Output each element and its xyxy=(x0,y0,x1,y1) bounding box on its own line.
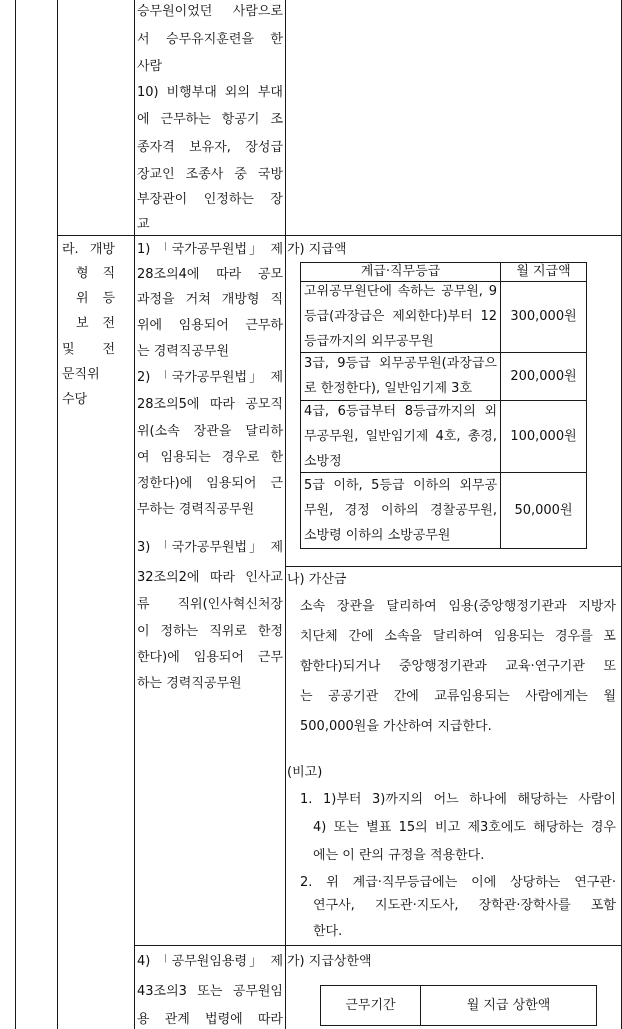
eligibility-line: 하는 경력직공무원 xyxy=(137,676,242,691)
eligibility-line: 류 직위(인사혁신처장 xyxy=(137,597,283,612)
grade-line: 3급, 9등급 외무공무원(과장급으 xyxy=(304,356,497,371)
eligibility-line: 정한다)에 임용되어 근 xyxy=(137,476,283,491)
table-row xyxy=(301,473,587,549)
grade-cell xyxy=(301,282,501,353)
remarks-line: 연구사, 지도관·지도사, 장학관·장학사를 포함 xyxy=(313,898,616,913)
eligibility-line: 여 임용되는 경우로 한 xyxy=(137,450,283,465)
remarks-line: 2. 위 계급·직무등급에는 이에 상당하는 연구관· xyxy=(300,875,616,890)
remarks-line: 1. 1)부터 3)까지의 어느 하나에 해당하는 사람이 xyxy=(300,792,616,807)
bonus-text-line: 함한다)되거나 중앙행정기관과 교육·연구기관 또 xyxy=(300,659,616,674)
eligibility-line: 3) 「국가공무원법」 제 xyxy=(137,540,283,555)
cap-table xyxy=(320,985,597,1026)
eligibility-line: 무하는 경력직공무원 xyxy=(137,502,255,517)
table-row xyxy=(301,401,587,473)
bonus-heading: 나) 가산금 xyxy=(287,572,347,587)
table-border-vertical xyxy=(285,0,286,1029)
grade-line: 등급까지의 외무공무원 xyxy=(304,334,434,349)
grade-line: 무공무원, 일반임기제 4호, 총경, xyxy=(304,428,497,444)
eligibility-line: 용 관계 법령에 따라 xyxy=(137,1012,283,1027)
eligibility-line: 이 정하는 직위로 한정 xyxy=(137,624,283,639)
remarks-line: 한다. xyxy=(313,924,343,939)
eligibility-line: 사람 xyxy=(137,59,163,74)
grade-cell xyxy=(301,473,501,549)
eligibility-line: 10) 비행부대 외의 부대 xyxy=(137,85,283,100)
grade-amount-table xyxy=(300,262,587,549)
grade-table-header-row xyxy=(301,263,587,282)
grade-cell xyxy=(301,353,501,401)
eligibility-line: 위에 임용되어 근무하 xyxy=(137,318,283,333)
payment-heading: 가) 지급액 xyxy=(287,242,347,257)
eligibility-line: 교 xyxy=(137,217,150,232)
table-border-horizontal xyxy=(134,945,622,946)
category-line: 보 전 xyxy=(76,316,115,331)
grade-line: 등급(과장급은 제외한다)부터 12 xyxy=(304,309,497,324)
category-line: 문직위 xyxy=(62,367,100,382)
eligibility-line: 에 근무하는 항공기 조 xyxy=(137,112,283,127)
grade-line: 소방령 이하의 소방공무원 xyxy=(304,527,451,543)
bonus-text-line: 500,000원을 가산하여 지급한다. xyxy=(300,719,492,734)
category-line: 형 직 xyxy=(76,266,115,281)
period-column-header: 근무기간 xyxy=(321,986,421,1026)
eligibility-line: 32조의2에 따라 인사교 xyxy=(137,570,283,585)
eligibility-line: 서 승무유지훈련을 한 xyxy=(137,32,283,47)
amount-cell: 200,000원 xyxy=(501,353,587,401)
remarks-heading: (비고) xyxy=(287,765,323,780)
amount-cell: 300,000원 xyxy=(501,282,587,353)
eligibility-line: 4) 「공무원임용령」 제 xyxy=(137,954,283,969)
grade-line: 고위공무원단에 속하는 공무원, 9 xyxy=(304,284,497,299)
cap-heading: 가) 지급상한액 xyxy=(287,954,372,969)
category-line: 및 전 xyxy=(62,342,115,357)
cap-amount-column-header: 월 지급 상한액 xyxy=(421,986,597,1026)
eligibility-line: 2) 「국가공무원법」 제 xyxy=(137,370,283,385)
bonus-text-line: 소속 장관을 달리하여 임용(중앙행정기관과 지방자 xyxy=(300,599,616,614)
grade-column-header: 계급·직무등급 xyxy=(301,263,501,282)
eligibility-line: 1) 「국가공무원법」 제 xyxy=(137,242,283,257)
eligibility-line: 부장관이 인정하는 장 xyxy=(137,192,283,207)
eligibility-line: 장교인 조종사 중 국방 xyxy=(137,167,283,182)
amount-cell: 50,000원 xyxy=(501,473,587,549)
eligibility-line: 28조의5에 따라 공모직 xyxy=(137,397,283,412)
table-border-vertical xyxy=(15,0,16,1029)
grade-line: 소방정 xyxy=(304,453,342,469)
eligibility-line: 는 경력직공무원 xyxy=(137,344,230,359)
category-line: 위 등 xyxy=(76,291,115,306)
table-border-horizontal xyxy=(285,566,622,567)
bonus-text-line: 는 공공기관 간에 교류임용되는 사람에게는 월 xyxy=(300,689,616,704)
table-border-horizontal xyxy=(57,235,622,236)
remarks-line: 4) 또는 별표 15의 비고 제3호에도 해당하는 경우 xyxy=(313,820,616,835)
bonus-text-line: 치단체 간에 소속을 달리하여 임용되는 경우를 포 xyxy=(300,629,616,644)
eligibility-line: 승무원이었던 사람으로 xyxy=(137,4,283,19)
table-border-vertical xyxy=(57,0,58,1029)
eligibility-line: 과정을 거쳐 개방형 직 xyxy=(137,292,283,307)
table-row xyxy=(301,353,587,401)
eligibility-line: 위(소속 장관을 달리하 xyxy=(137,424,283,439)
grade-line: 무원, 경정 이하의 경찰공무원, xyxy=(304,502,497,518)
table-border-vertical xyxy=(134,0,135,1029)
eligibility-line: 43조의3 또는 공무원임 xyxy=(137,984,283,999)
eligibility-line: 한다)에 임용되어 근무 xyxy=(137,650,283,665)
table-row xyxy=(301,282,587,353)
eligibility-line: 종자격 보유자, 장성급 xyxy=(137,140,283,155)
eligibility-line: 28조의4에 따라 공모 xyxy=(137,267,283,282)
remarks-line: 에는 이 란의 규정을 적용한다. xyxy=(313,848,485,863)
category-line: 수당 xyxy=(62,392,88,407)
grade-line: 4급, 6등급부터 8등급까지의 외 xyxy=(304,403,497,419)
grade-line: 로 한정한다), 일반임기제 3호 xyxy=(304,381,473,396)
cap-table-header-row xyxy=(321,986,597,1026)
amount-column-header: 월 지급액 xyxy=(501,263,587,282)
grade-cell xyxy=(301,401,501,473)
category-line: 라. 개방 xyxy=(62,242,115,257)
grade-line: 5급 이하, 5등급 이하의 외무공 xyxy=(304,477,497,493)
amount-cell: 100,000원 xyxy=(501,401,587,473)
